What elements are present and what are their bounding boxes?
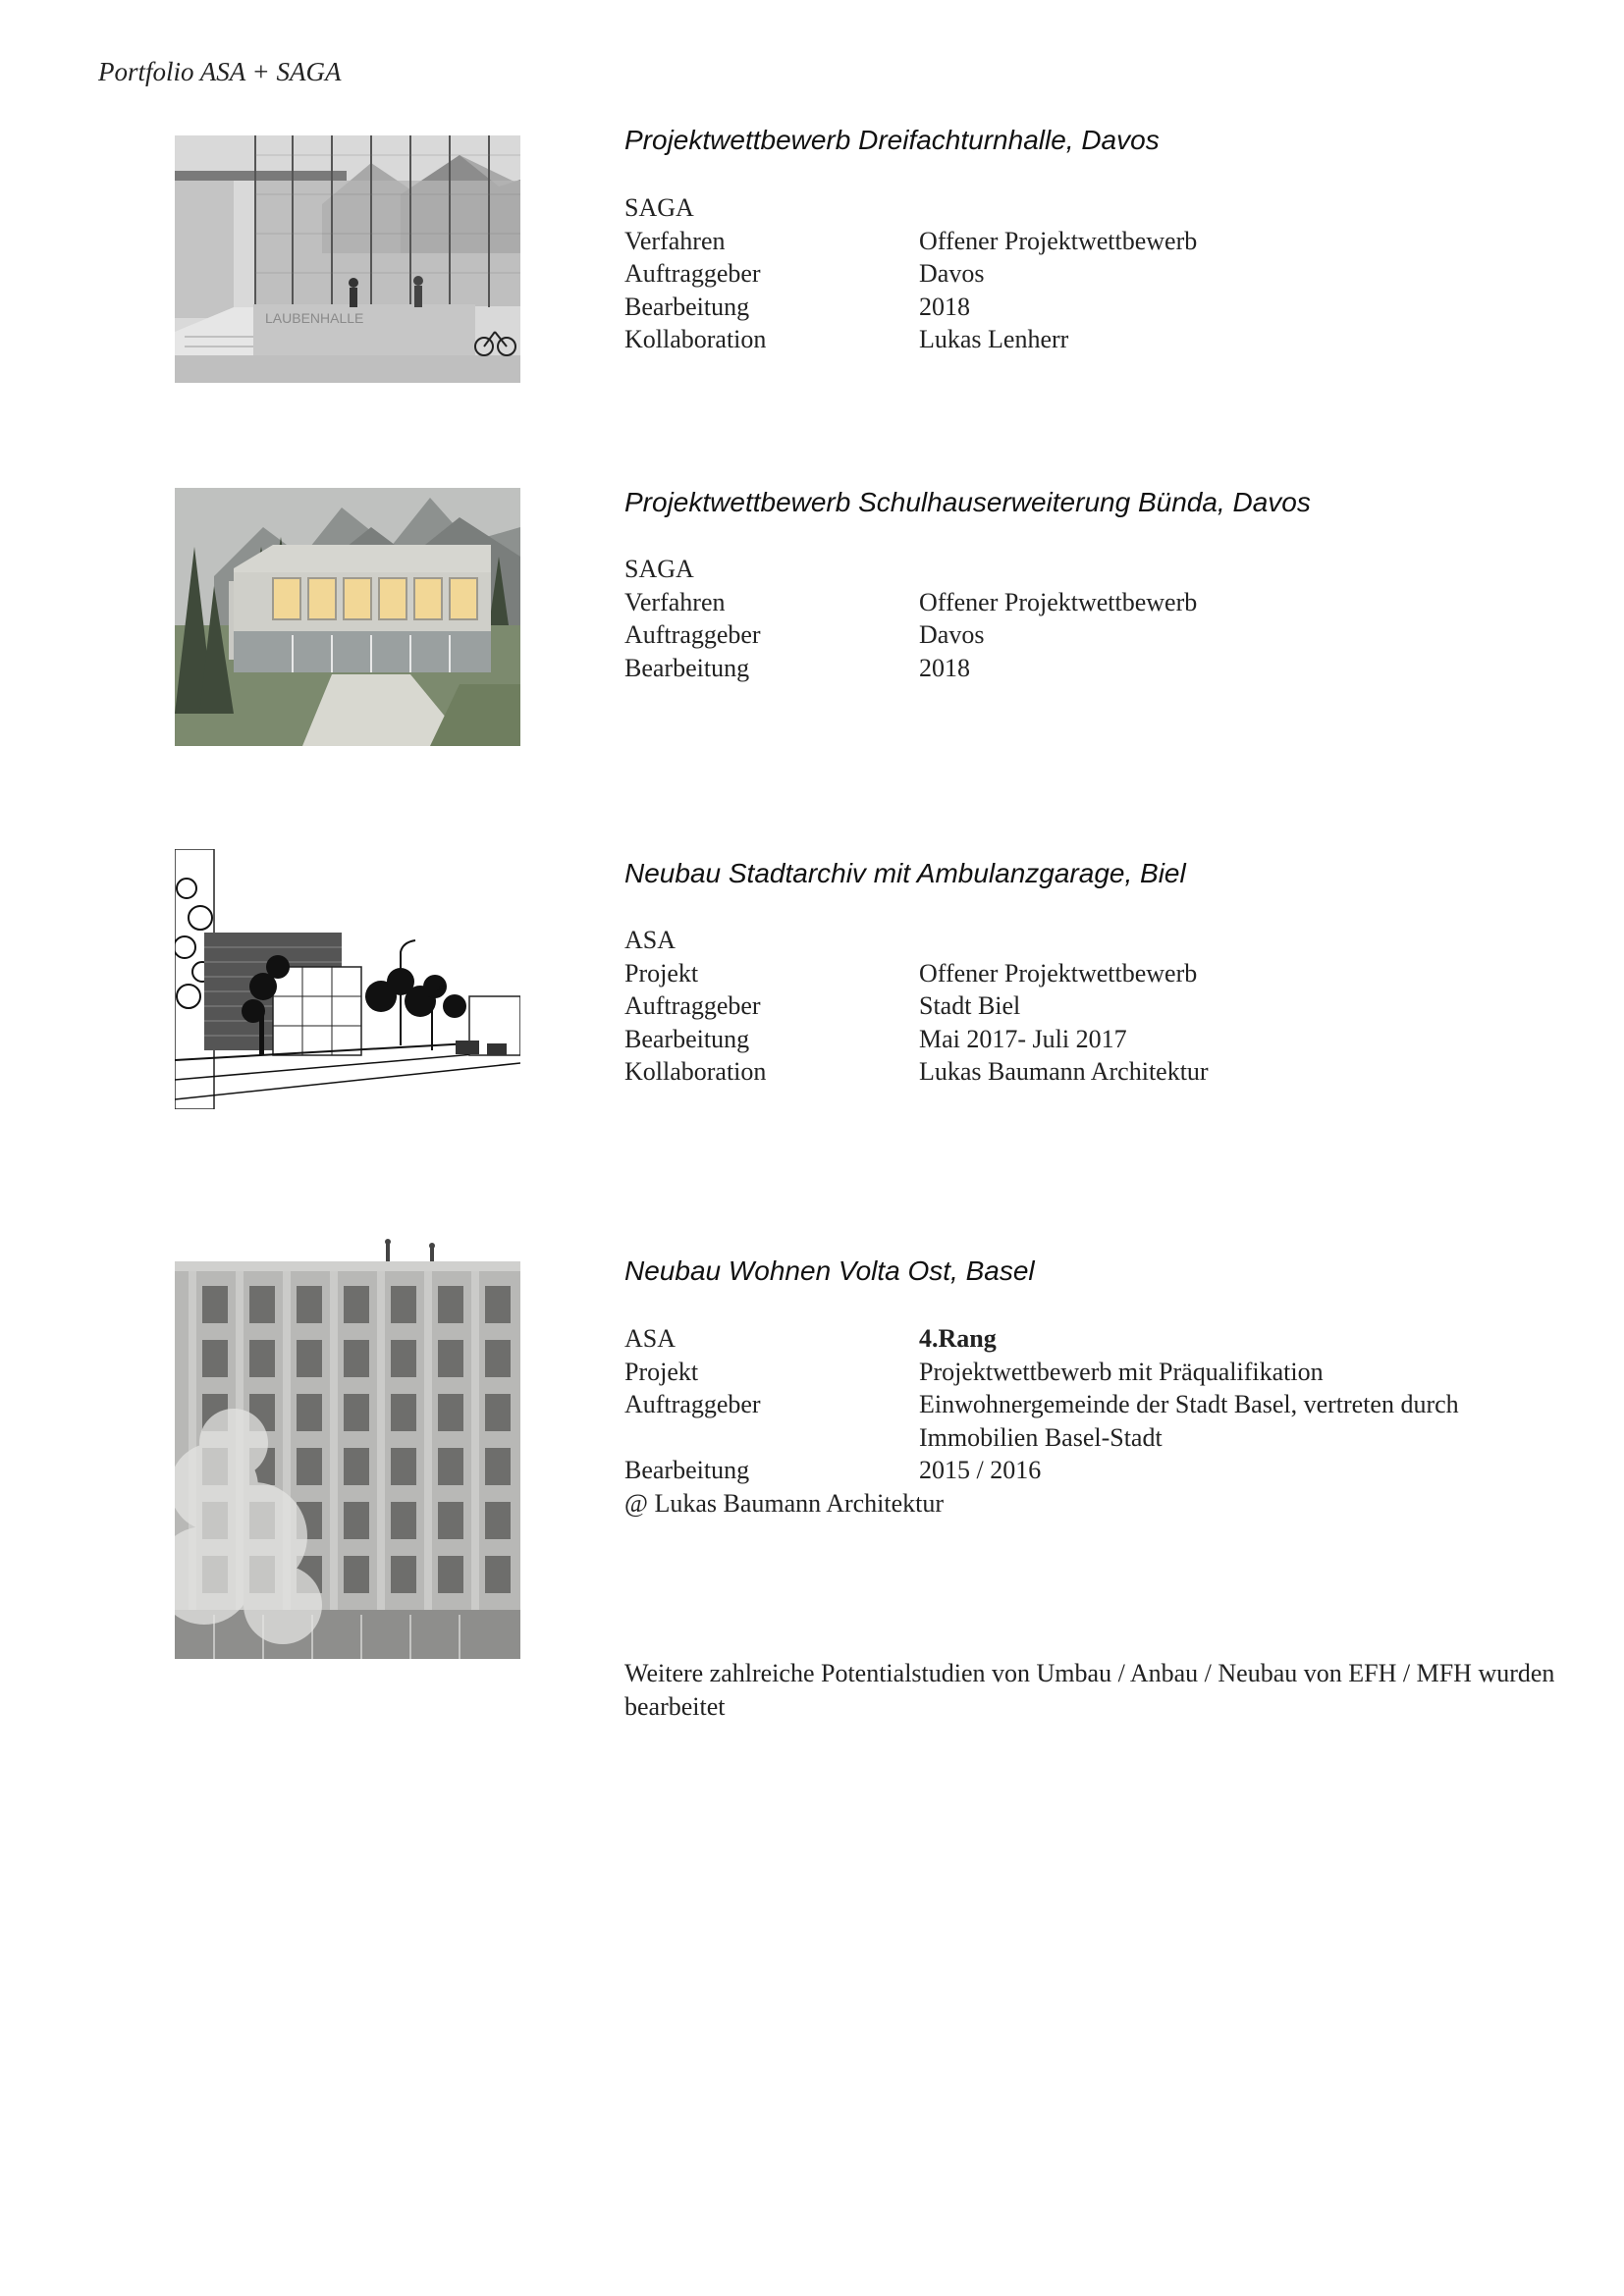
project-4-credit: @ Lukas Baumann Architektur <box>624 1488 945 1518</box>
page-header: Portfolio ASA + SAGA <box>98 57 342 86</box>
project-3-office: ASA <box>624 926 677 954</box>
info-value: Offener Projektwettbewerb <box>919 587 1198 616</box>
project-3-title: Neubau Stadtarchiv mit Ambulanzgarage, Biel <box>624 858 1186 888</box>
info-row <box>624 1023 1547 1056</box>
closing-note: Weitere zahlreiche Potentialstudien von Umbau / Anbau / Neubau von EFH / MFH wurden bearbeitet <box>624 1659 1555 1721</box>
info-value: Projektwettbewerb mit Präqualifikation <box>919 1357 1324 1386</box>
info-label: Bearbeitung <box>624 1456 750 1484</box>
project-4-rank: 4.Rang <box>919 1324 997 1353</box>
info-row <box>624 1322 1547 1356</box>
info-value: 2015 / 2016 <box>919 1456 1042 1484</box>
info-value: 2018 <box>919 292 970 321</box>
project-4-office: ASA <box>624 1324 677 1353</box>
info-label: Auftraggeber <box>624 620 761 649</box>
info-row <box>624 989 1547 1023</box>
info-label: Bearbeitung <box>624 653 750 682</box>
info-label: Auftraggeber <box>624 1390 761 1418</box>
info-row <box>624 618 1547 652</box>
info-value: Mai 2017- Juli 2017 <box>919 1024 1127 1053</box>
info-label: Projekt <box>624 958 699 988</box>
info-row <box>624 1356 1547 1389</box>
project-1-image <box>175 135 520 383</box>
project-3-info <box>624 924 1547 1089</box>
info-label: Verfahren <box>624 587 726 616</box>
info-label: Verfahren <box>624 226 726 255</box>
info-value: Lukas Lenherr <box>919 325 1069 353</box>
info-label: Bearbeitung <box>624 1024 750 1053</box>
info-label: Projekt <box>624 1357 699 1386</box>
project-1-info <box>624 191 1547 356</box>
project-4-image <box>175 1232 520 1659</box>
project-4-title: Neubau Wohnen Volta Ost, Basel <box>624 1255 1035 1286</box>
project-2-office: SAGA <box>624 555 694 583</box>
info-value: Offener Projektwettbewerb <box>919 226 1198 255</box>
info-row <box>624 1055 1547 1089</box>
info-value: Stadt Biel <box>919 991 1021 1020</box>
info-value: Davos <box>919 259 985 288</box>
info-value: Lukas Baumann Architektur <box>919 1057 1209 1086</box>
info-row <box>624 323 1547 356</box>
info-row <box>624 957 1547 990</box>
info-value: Davos <box>919 620 985 649</box>
project-4-info <box>624 1322 1547 1520</box>
project-3-image <box>175 849 520 1109</box>
info-value: Offener Projektwettbewerb <box>919 958 1198 988</box>
project-1-office: SAGA <box>624 193 694 222</box>
info-value: 2018 <box>919 653 970 682</box>
info-label: Kollaboration <box>624 1057 767 1086</box>
project-1-title: Projektwettbewerb Dreifachturnhalle, Davos <box>624 125 1160 155</box>
info-row <box>624 225 1547 258</box>
project-2-image <box>175 488 520 746</box>
info-label: Bearbeitung <box>624 292 750 321</box>
project-2-title: Projektwettbewerb Schulhauserweiterung Bünda, Davos <box>624 487 1311 517</box>
info-row <box>624 1388 1547 1454</box>
info-row <box>624 257 1547 291</box>
info-row <box>624 291 1547 324</box>
project-2-info <box>624 553 1547 684</box>
info-label: Auftraggeber <box>624 991 761 1020</box>
info-row <box>624 586 1547 619</box>
info-value: Einwohnergemeinde der Stadt Basel, vertreten durch Immobilien Basel-Stadt <box>919 1390 1459 1452</box>
info-row <box>624 652 1547 685</box>
info-label: Kollaboration <box>624 325 767 353</box>
project-1-image-sign: LAUBENHALLE <box>265 310 364 326</box>
info-label: Auftraggeber <box>624 259 761 288</box>
info-row <box>624 1454 1547 1487</box>
